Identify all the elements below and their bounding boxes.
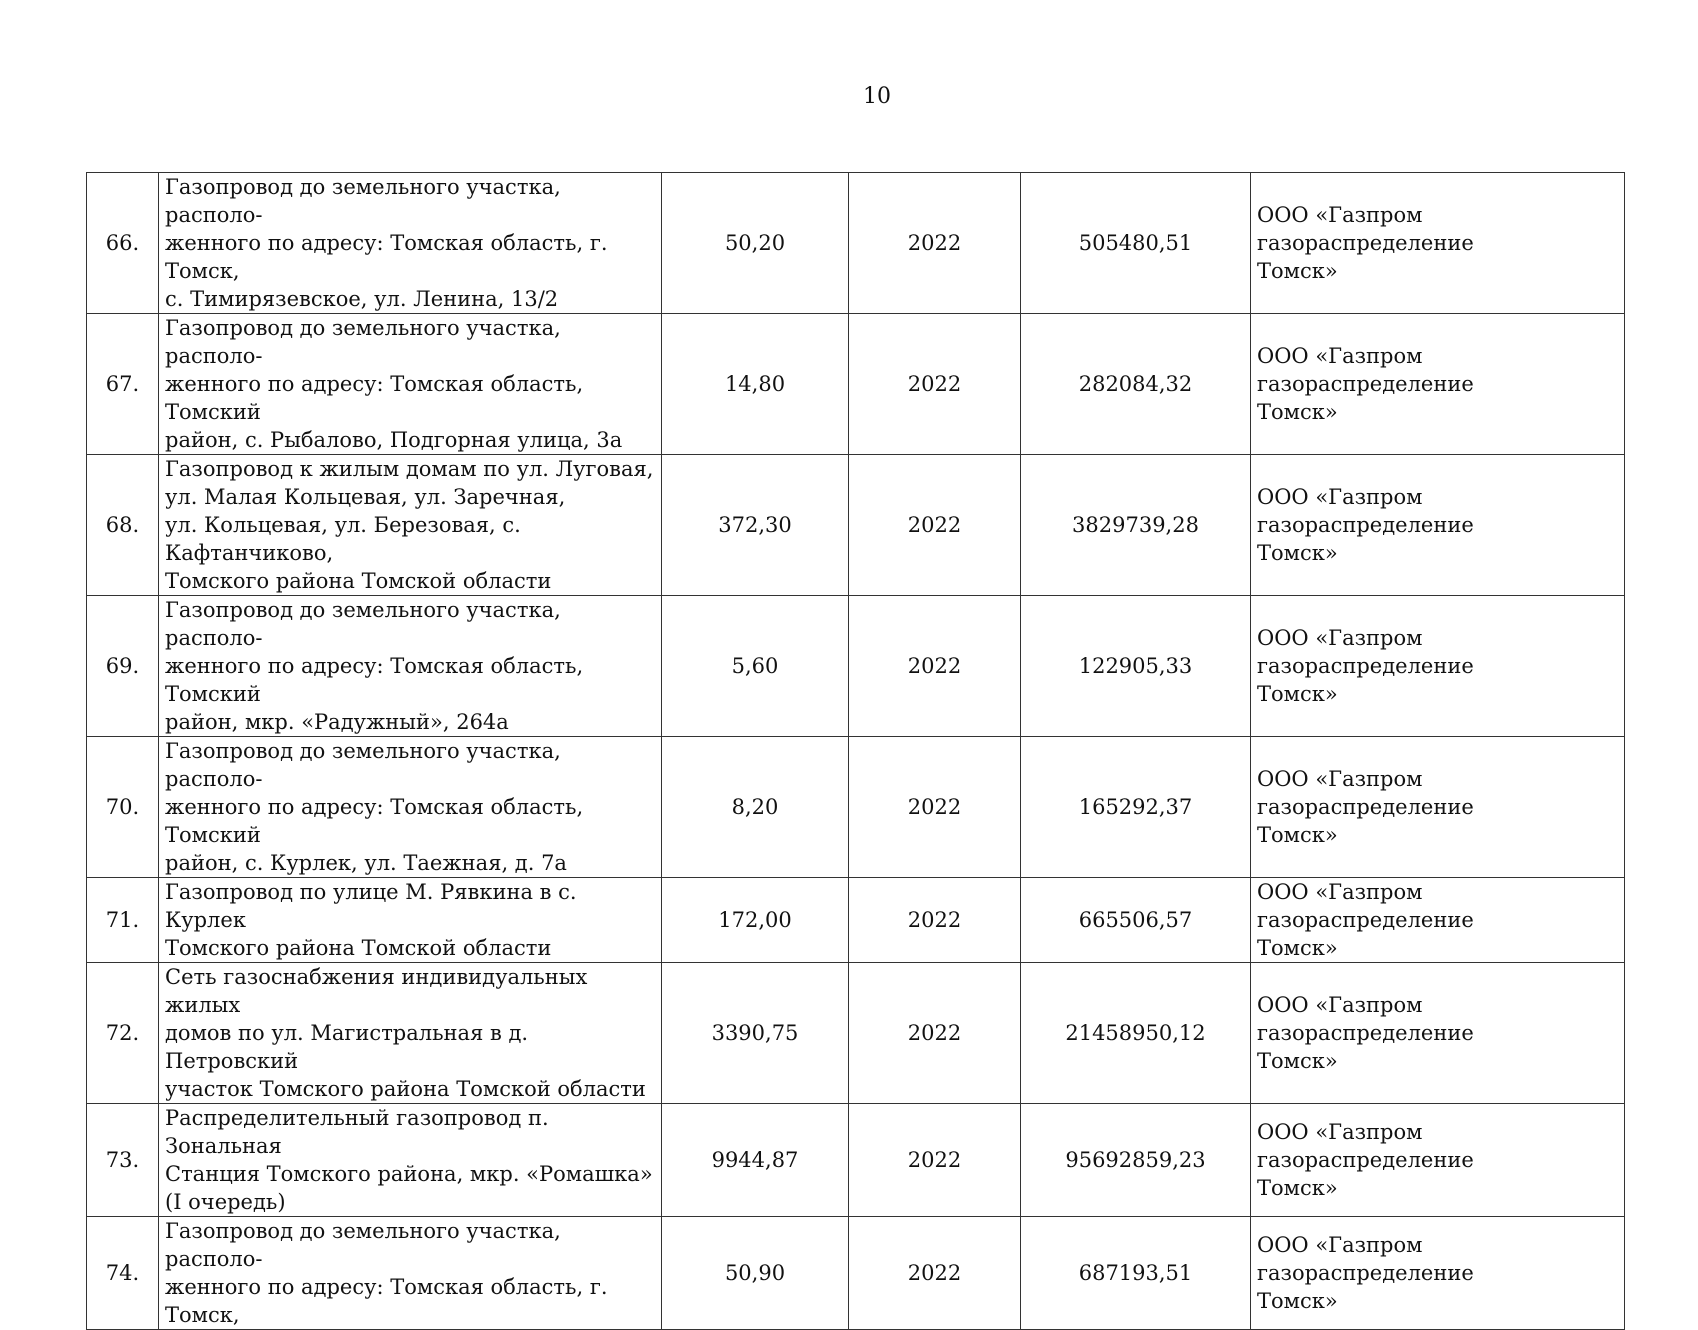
table-row [87, 1217, 1625, 1330]
object-name-line: Газопровод по улице М. Рявкина в с. Курлек [165, 880, 577, 932]
organization-cell [1251, 963, 1625, 1104]
length-cell: 172,00 [662, 878, 849, 963]
object-name-line: район, мкр. «Радужный», 264а [165, 710, 509, 734]
object-name-line: с. Тимирязевское, ул. Ленина, 13/2 [165, 287, 559, 311]
cost-cell: 21458950,12 [1021, 963, 1251, 1104]
object-name-cell [159, 737, 662, 878]
cost-cell: 95692859,23 [1021, 1104, 1251, 1217]
table-row [87, 455, 1625, 596]
organization-cell [1251, 878, 1625, 963]
object-name-line: Распределительный газопровод п. Зональная [165, 1106, 549, 1158]
year-cell: 2022 [849, 1217, 1021, 1330]
object-name-line: район, с. Рыбалово, Подгорная улица, 3а [165, 428, 623, 452]
organization-cell [1251, 314, 1625, 455]
object-name-cell [159, 596, 662, 737]
row-number-cell: 68. [87, 455, 159, 596]
organization-line: ООО «Газпром газораспределение [1257, 1120, 1474, 1172]
cost-cell: 687193,51 [1021, 1217, 1251, 1330]
organization-line: ООО «Газпром газораспределение [1257, 767, 1474, 819]
year-cell: 2022 [849, 455, 1021, 596]
year-cell: 2022 [849, 737, 1021, 878]
object-name-line: Газопровод к жилым домам по ул. Луговая, [165, 457, 654, 481]
object-name-cell [159, 455, 662, 596]
organization-line: ООО «Газпром газораспределение [1257, 880, 1474, 932]
cost-cell: 165292,37 [1021, 737, 1251, 878]
year-cell: 2022 [849, 878, 1021, 963]
object-name-line: женного по адресу: Томская область, Томский [165, 372, 584, 424]
organization-line: ООО «Газпром газораспределение [1257, 485, 1474, 537]
row-number-cell: 70. [87, 737, 159, 878]
organization-line: ООО «Газпром газораспределение [1257, 626, 1474, 678]
organization-line: Томск» [1257, 400, 1338, 424]
organization-line: Томск» [1257, 1049, 1338, 1073]
organization-line: Томск» [1257, 1176, 1338, 1200]
object-name-line: женного по адресу: Томская область, Томский [165, 795, 584, 847]
table-body [87, 173, 1625, 1330]
row-number-cell: 66. [87, 173, 159, 314]
object-name-line: Газопровод до земельного участка, располо- [165, 598, 561, 650]
object-name-cell [159, 173, 662, 314]
length-cell: 14,80 [662, 314, 849, 455]
length-cell: 372,30 [662, 455, 849, 596]
length-cell: 50,90 [662, 1217, 849, 1330]
object-name-line: Станция Томского района, мкр. «Ромашка» [165, 1162, 653, 1186]
organization-line: Томск» [1257, 682, 1338, 706]
year-cell: 2022 [849, 314, 1021, 455]
cost-cell: 3829739,28 [1021, 455, 1251, 596]
table-row [87, 878, 1625, 963]
organization-cell [1251, 1217, 1625, 1330]
organization-line: ООО «Газпром газораспределение [1257, 1233, 1474, 1285]
length-cell: 8,20 [662, 737, 849, 878]
cost-cell: 505480,51 [1021, 173, 1251, 314]
row-number-cell: 67. [87, 314, 159, 455]
row-number-cell: 73. [87, 1104, 159, 1217]
object-name-line: Газопровод до земельного участка, располо- [165, 316, 561, 368]
page-number: 10 [863, 84, 891, 109]
table-row [87, 596, 1625, 737]
object-name-line: Томского района Томской области [165, 569, 552, 593]
object-name-line: район, с. Курлек, ул. Таежная, д. 7а [165, 851, 567, 875]
object-name-line: Газопровод до земельного участка, располо- [165, 175, 561, 227]
object-name-cell [159, 878, 662, 963]
object-name-line: Томского района Томской области [165, 936, 552, 960]
row-number-cell: 69. [87, 596, 159, 737]
object-name-line: женного по адресу: Томская область, г. Томск, [165, 231, 608, 283]
organization-cell [1251, 455, 1625, 596]
length-cell: 50,20 [662, 173, 849, 314]
organization-cell [1251, 737, 1625, 878]
object-name-line: женного по адресу: Томская область, Томский [165, 654, 584, 706]
organization-cell [1251, 596, 1625, 737]
object-name-cell [159, 1217, 662, 1330]
table-row [87, 737, 1625, 878]
organization-cell [1251, 173, 1625, 314]
organization-line: Томск» [1257, 823, 1338, 847]
object-name-cell [159, 963, 662, 1104]
organization-line: Томск» [1257, 259, 1338, 283]
organization-line: ООО «Газпром газораспределение [1257, 344, 1474, 396]
organization-line: Томск» [1257, 541, 1338, 565]
year-cell: 2022 [849, 1104, 1021, 1217]
cost-cell: 282084,32 [1021, 314, 1251, 455]
organization-line: ООО «Газпром газораспределение [1257, 203, 1474, 255]
cost-cell: 122905,33 [1021, 596, 1251, 737]
cost-cell: 665506,57 [1021, 878, 1251, 963]
length-cell: 9944,87 [662, 1104, 849, 1217]
row-number-cell: 74. [87, 1217, 159, 1330]
length-cell: 3390,75 [662, 963, 849, 1104]
object-name-line: (I очередь) [165, 1190, 286, 1214]
organization-line: ООО «Газпром газораспределение [1257, 993, 1474, 1045]
object-name-cell [159, 314, 662, 455]
object-name-line: Газопровод до земельного участка, располо- [165, 1219, 561, 1271]
table-row [87, 963, 1625, 1104]
table-row [87, 314, 1625, 455]
object-name-line: Газопровод до земельного участка, располо- [165, 739, 561, 791]
organization-line: Томск» [1257, 1289, 1338, 1313]
year-cell: 2022 [849, 596, 1021, 737]
row-number-cell: 72. [87, 963, 159, 1104]
object-name-line: участок Томского района Томской области [165, 1077, 646, 1101]
year-cell: 2022 [849, 173, 1021, 314]
length-cell: 5,60 [662, 596, 849, 737]
organization-line: Томск» [1257, 936, 1338, 960]
table-row [87, 173, 1625, 314]
objects-table [86, 172, 1625, 1330]
object-name-line: женного по адресу: Томская область, г. Томск, [165, 1275, 608, 1327]
object-name-line: Сеть газоснабжения индивидуальных жилых [165, 965, 588, 1017]
row-number-cell: 71. [87, 878, 159, 963]
object-name-line: ул. Малая Кольцевая, ул. Заречная, [165, 485, 566, 509]
year-cell: 2022 [849, 963, 1021, 1104]
object-name-line: ул. Кольцевая, ул. Березовая, с. Кафтанчиково, [165, 513, 521, 565]
object-name-line: домов по ул. Магистральная в д. Петровский [165, 1021, 529, 1073]
